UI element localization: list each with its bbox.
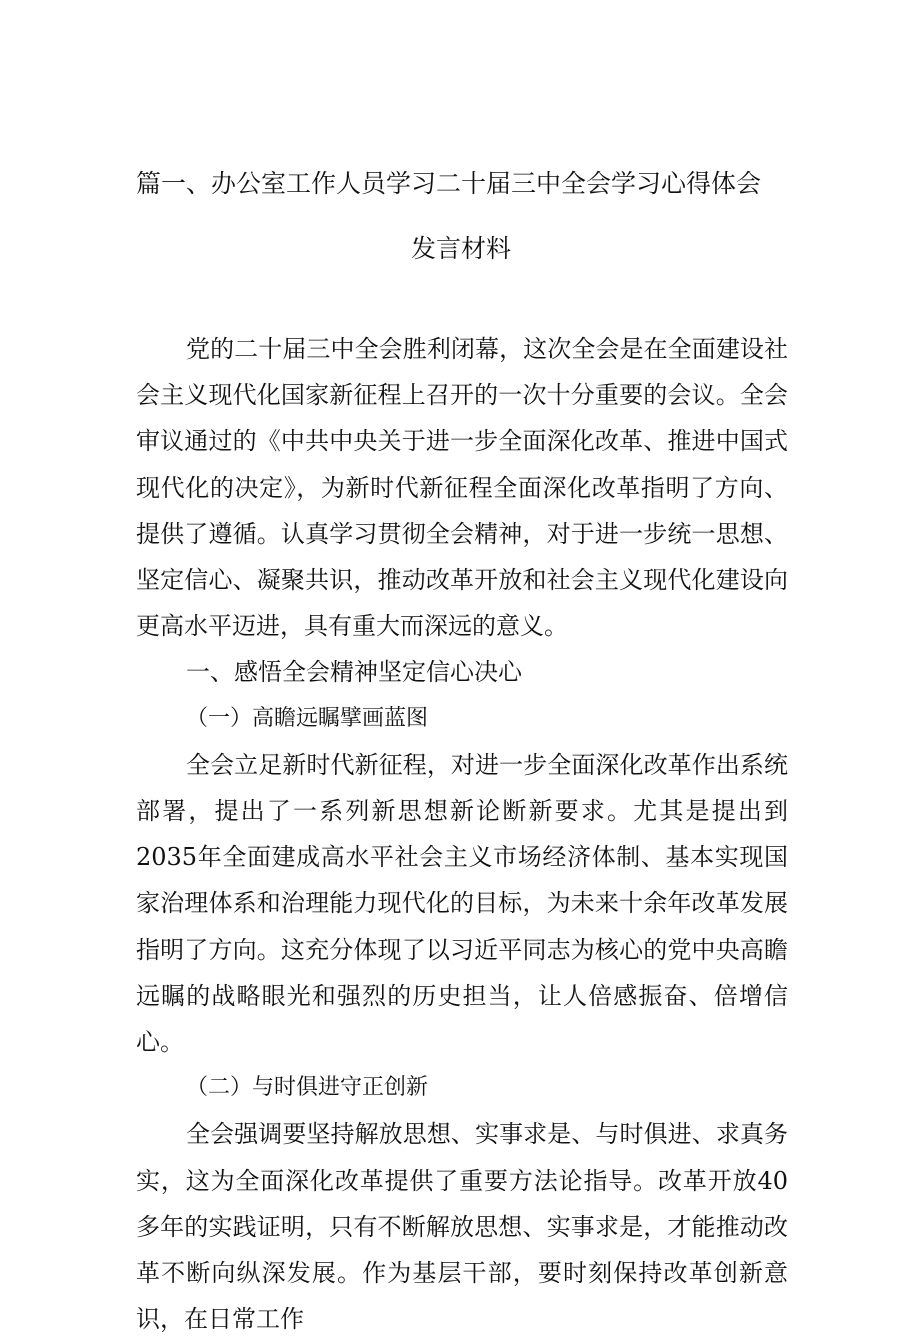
- subsection-heading-2: （二）与时俱进守正创新: [186, 1075, 429, 1101]
- document-title-line-1: 篇一、办公室工作人员学习二十届三中全会学习心得体会: [136, 169, 762, 198]
- subsection-heading-1: （一）高瞻远瞩擘画蓝图: [186, 705, 429, 731]
- document-body: [136, 326, 788, 1342]
- intro-paragraph: 党的二十届三中全会胜利闭幕，这次全会是在全面建设社会主义现代化国家新征程上召开的一次十分重要的会议。全会审议通过的《中共中央关于进一步全面深化改革、推进中国式现代化的决定》，为新时代新征程全面深化改革指明了方向、提供了遵循。认真学习贯彻全会精神，对于进一步统一思想、坚定信心、凝聚共识，推动改革开放和社会主义现代化建设向更高水平迈进，具有重大而深远的意义。: [136, 335, 788, 641]
- document-title-line-2: 发言材料: [410, 234, 511, 263]
- subsection-2-paragraph: 全会强调要坚持解放思想、实事求是、与时俱进、求真务实，这为全面深化改革提供了重要方法论指导。改革开放40多年的实践证明，只有不断解放思想、实事求是，才能推动改革不断向纵深发展。作为基层干部，要时刻保持改革创新意识，在日常工作: [136, 1120, 788, 1334]
- subsection-1-paragraph: 全会立足新时代新征程，对进一步全面深化改革作出系统部署，提出了一系列新思想新论断新要求。尤其是提出到2035年全面建成高水平社会主义市场经济体制、基本实现国家治理体系和治理能力现代化的目标，为未来十余年改革发展指明了方向。这充分体现了以习近平同志为核心的党中央高瞻远瞩的战略眼光和强烈的历史担当，让人倍感振奋、倍增信心。: [136, 750, 788, 1057]
- section-heading-1: 一、感悟全会精神坚定信心决心: [186, 658, 522, 687]
